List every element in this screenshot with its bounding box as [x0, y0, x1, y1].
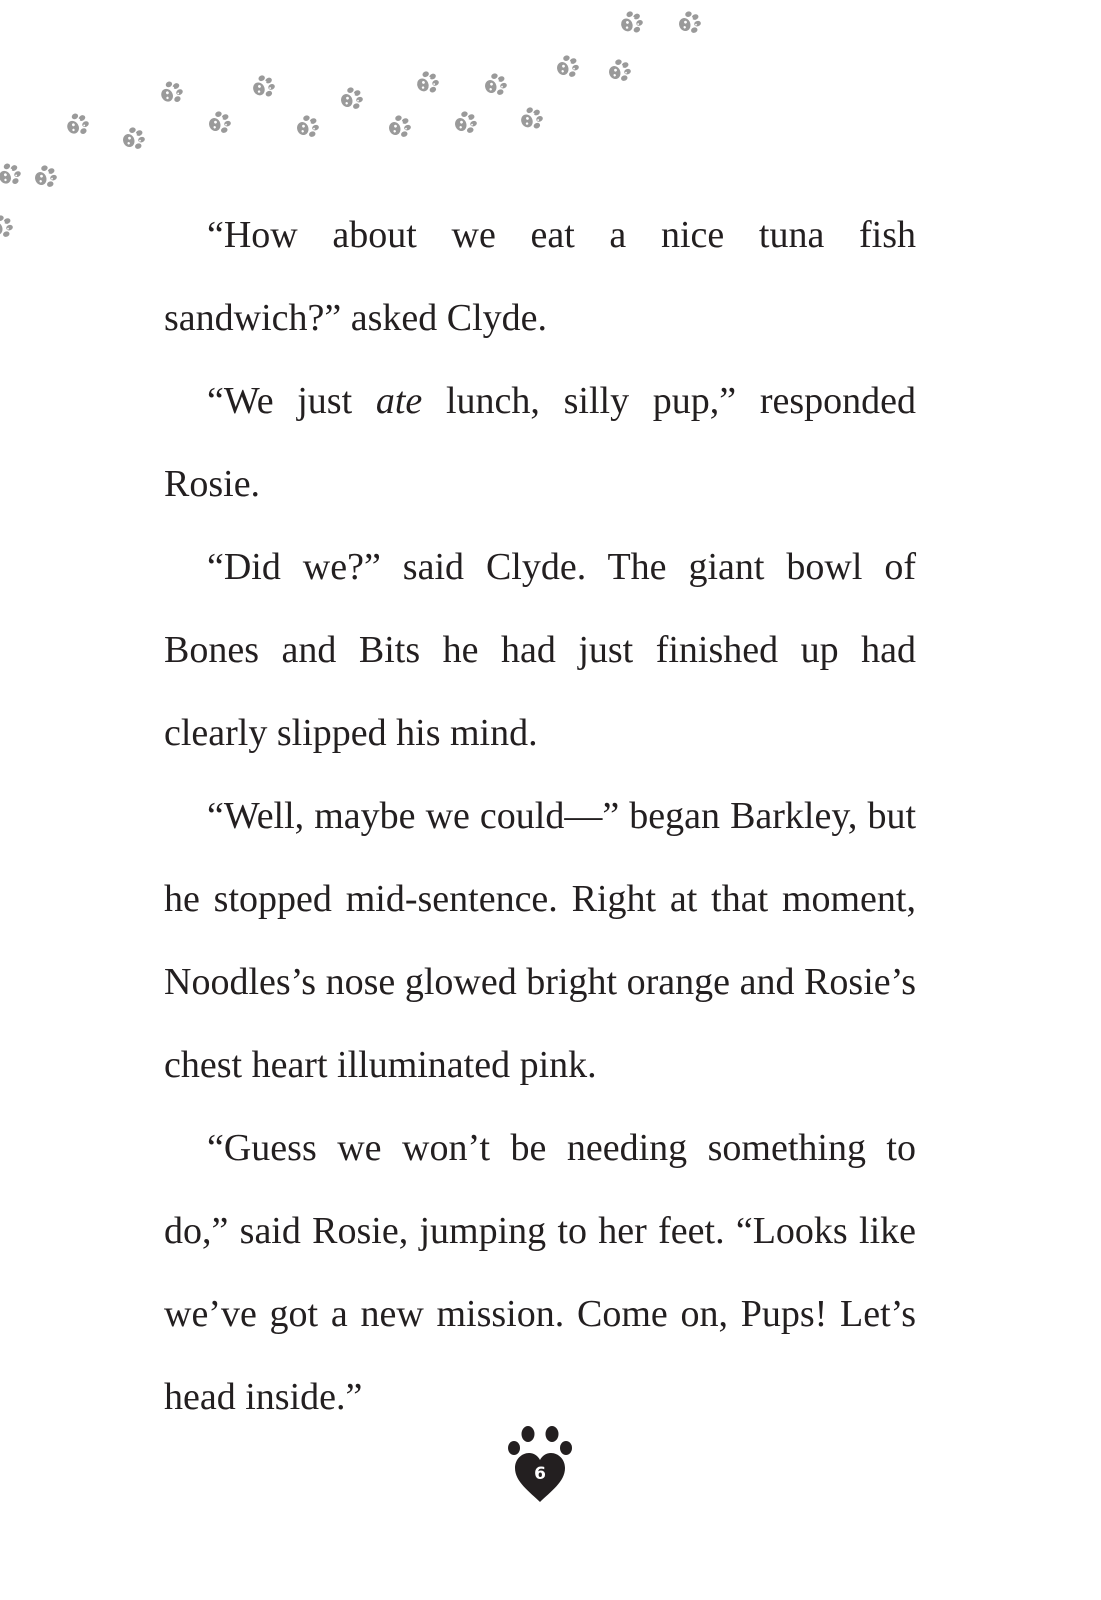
paw-print-icon — [0, 208, 20, 246]
paragraph-1: “How about we eat a nice tuna fish sandwich?” asked Clyde. — [164, 214, 916, 339]
paw-print-icon — [446, 104, 484, 142]
page-number: 6 — [534, 1464, 546, 1484]
paw-heart-icon — [504, 1422, 576, 1504]
paragraph-3: “Did we?” said Clyde. The giant bowl of Bones and Bits he had just finished up had clearly slipped his mind. — [164, 546, 916, 754]
page-number-folio — [504, 1422, 576, 1504]
emphasis-ate: ate — [375, 380, 423, 422]
paw-print-icon — [57, 105, 98, 146]
paw-print-icon — [548, 48, 586, 86]
paw-print-icon — [26, 158, 64, 196]
paw-print-icon — [0, 155, 29, 196]
paw-print-icon — [511, 99, 551, 139]
paw-print-icon — [200, 104, 238, 142]
paragraph-2-end: lunch, silly pup,” responded Rosie. — [164, 380, 916, 505]
paw-print-icon — [476, 66, 514, 104]
paw-print-icon — [114, 120, 152, 158]
story-text — [164, 194, 916, 1439]
paw-print-icon — [611, 3, 651, 43]
paragraph-5: “Guess we won’t be needing something to do,” said Rosie, jumping to her feet. “Looks like we’ve got a new mission. Come on, Pups! Let’s head inside.” — [164, 1127, 916, 1418]
paragraph-2 — [164, 360, 916, 526]
paw-print-icon — [407, 63, 447, 103]
paragraph-4: “Well, maybe we could—” began Barkley, but he stopped mid-sentence. Right at that moment, Noodles’s nose glowed bright orange and Rosie’s chest heart illuminated pink. — [164, 795, 916, 1086]
paw-print-icon — [380, 108, 418, 146]
paw-print-icon — [332, 80, 370, 118]
paragraph-2-start: “We just — [207, 380, 376, 422]
paw-print-icon — [600, 52, 638, 90]
paw-print-icon — [670, 4, 708, 42]
paw-print-icon — [243, 67, 283, 107]
paw-print-icon — [151, 73, 192, 114]
paw-print-icon — [288, 108, 326, 146]
